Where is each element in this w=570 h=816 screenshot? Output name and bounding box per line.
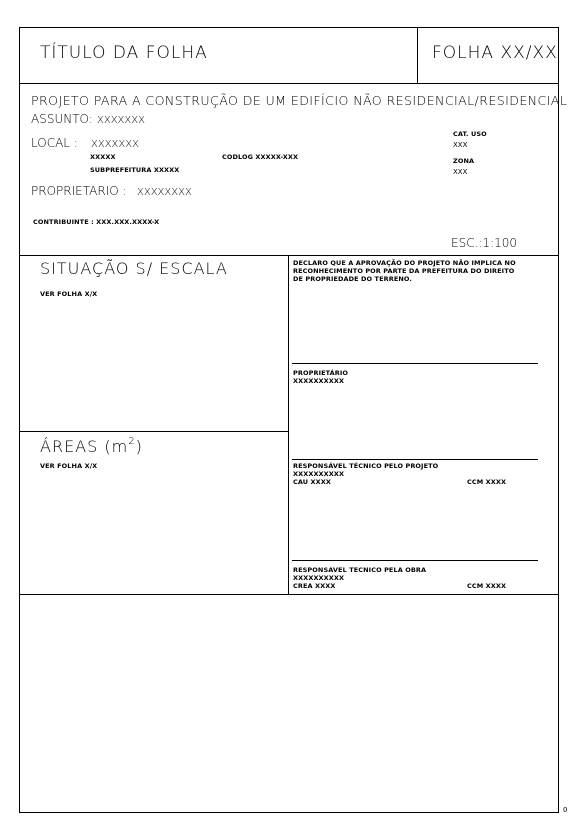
areas-title-end: ) xyxy=(135,437,143,456)
sheet-title: TÍTULO DA FOLHA xyxy=(40,43,208,63)
declaracao-line-2: RECONHECIMENTO POR PARTE DA PREFEITURA DO DIREITO xyxy=(293,267,515,275)
frame-top xyxy=(19,27,559,28)
signature-line-proprietario xyxy=(292,363,538,364)
crea-number: CREA XXXX xyxy=(293,582,336,590)
divider-header xyxy=(19,83,559,84)
cat-uso-value: XXX xyxy=(453,141,468,149)
local-sub-value: XXXXX xyxy=(90,153,116,161)
resp-projeto-label: RESPONSÁVEL TÉCNICO PELO PROJETO xyxy=(293,462,439,470)
proprietario-value: XXXXXXXX xyxy=(137,187,192,198)
zona-label: ZONA xyxy=(453,157,475,165)
resp-obra-label: RESPONSAVEL TECNICO PELA OBRA xyxy=(293,566,427,574)
local-label: LOCAL : xyxy=(31,136,78,150)
assunto-label: ASSUNTO: xyxy=(31,112,93,126)
divider-header-vertical xyxy=(417,27,418,84)
project-heading: PROJETO PARA A CONSTRUÇÃO DE UM EDIFÍCIO NÃO RESIDENCIAL/RESIDENCIAL xyxy=(31,93,568,108)
signature-line-resp-projeto xyxy=(292,459,538,460)
cau-number: CAU XXXX xyxy=(293,478,331,486)
areas-title-main: ÁREAS (m xyxy=(40,437,129,456)
codlog: CODLOG XXXXX-XXX xyxy=(222,153,299,161)
local-value: XXXXXXX xyxy=(91,139,139,150)
divider-bottom-block xyxy=(19,594,559,595)
areas-title-sup: 2 xyxy=(128,436,136,447)
contribuinte: CONTRIBUINTE : XXX.XXX.XXXX-X xyxy=(33,218,160,226)
signature-proprietario-label: PROPRIETÁRIO xyxy=(293,369,349,377)
frame-right xyxy=(558,27,559,813)
frame-left xyxy=(19,27,20,813)
resp-obra-name: XXXXXXXXXX xyxy=(293,574,345,582)
declaracao-line-1: DECLARO QUE A APROVAÇÃO DO PROJETO NÃO IMPLICA NO xyxy=(293,259,516,267)
assunto-value: XXXXXXX xyxy=(97,115,145,126)
sheet-number: FOLHA XX/XX xyxy=(432,43,558,63)
signature-line-resp-obra xyxy=(292,560,538,561)
signature-proprietario-name: XXXXXXXXXX xyxy=(293,377,345,385)
areas-ref: VER FOLHA X/X xyxy=(40,462,98,470)
situacao-title: SITUAÇÃO S/ ESCALA xyxy=(40,259,228,278)
frame-bottom xyxy=(19,812,559,813)
ccm-projeto: CCM XXXX xyxy=(467,478,507,486)
divider-project xyxy=(19,255,559,256)
divider-middle-vertical xyxy=(288,255,289,595)
declaracao-line-3: DE PROPRIEDADE DO TERRENO. xyxy=(293,275,412,283)
scale-label: ESC.:1:100 xyxy=(451,236,518,250)
situacao-ref: VER FOLHA X/X xyxy=(40,290,98,298)
ccm-obra: CCM XXXX xyxy=(467,582,507,590)
corner-mark: 0 xyxy=(563,806,568,814)
divider-situacao-areas xyxy=(19,431,289,432)
zona-value: XXX xyxy=(453,168,468,176)
proprietario-label: PROPRIETARIO : xyxy=(31,184,127,198)
resp-projeto-name: XXXXXXXXXX xyxy=(293,470,345,478)
areas-title xyxy=(40,436,143,456)
subprefeitura: SUBPREFEITURA XXXXX xyxy=(90,166,180,174)
cat-uso-label: CAT. USO xyxy=(453,130,487,138)
